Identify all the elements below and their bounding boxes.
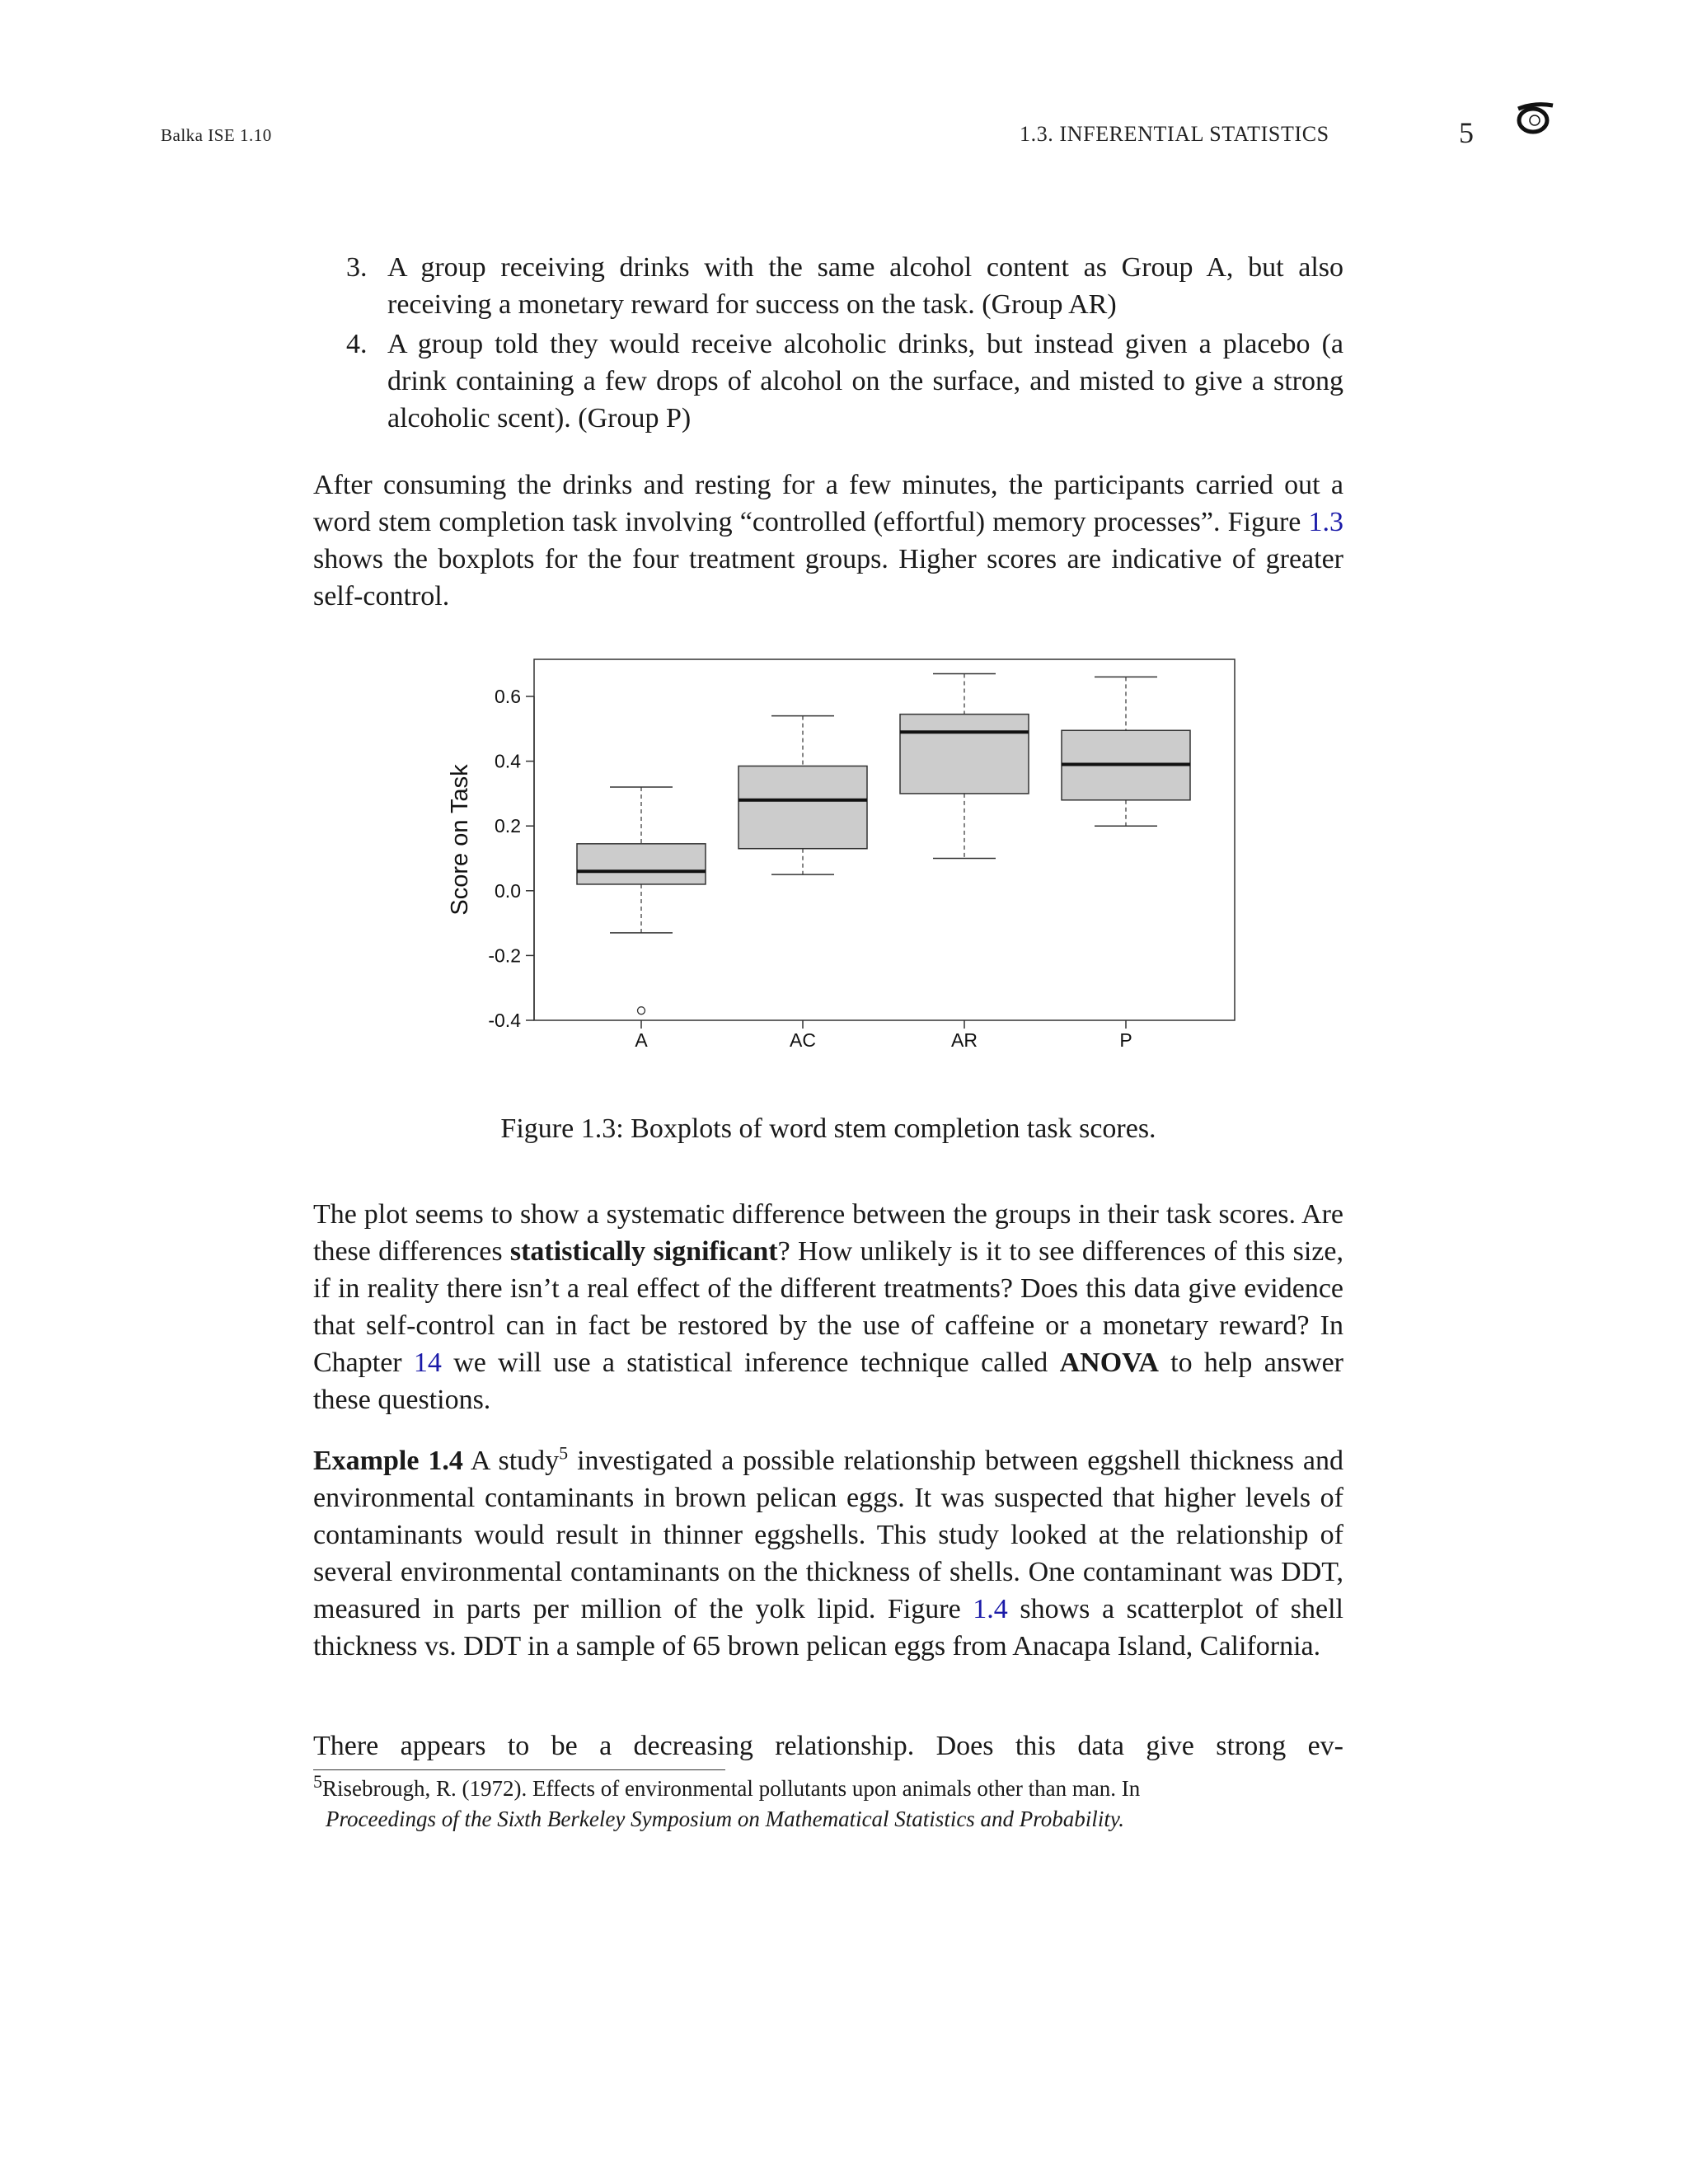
paragraph [313,1196,1343,1418]
paragraph-text: investigated a possible relationship between eggshell thickness and environmental contaminants in brown pelican eggs. It was suspected that higher levels of contaminants would result in thinner eggshells. This study looked at the relationship of several environmental contaminants on the thickness of shells. One contaminant was DDT, measured in parts per million of the yolk lipid. Figure [313,1446,1343,1624]
x-tick-label: AR [951,1029,978,1051]
y-tick-label: 0.4 [495,750,521,772]
paragraph-text: ? How unlikely is it to see differences of this size, if in reality there isn’t a real effect of the different treatments? Does this data give evidence that self-control can in fact be restored by the use of caffeine or a monetary reward? In Chapter [313,1236,1343,1378]
list-item [346,326,1343,437]
footnote-rule [313,1769,725,1770]
page-number: 5 [1459,116,1474,149]
paragraph [313,466,1343,615]
paragraph: There appears to be a decreasing relationship. Does this data give strong ev- [313,1731,1343,1761]
paragraph-text: After consuming the drinks and resting for a few minutes, the participants carried out a word stem completion task involving “controlled (effortful) memory processes”. Figure [313,470,1343,537]
list-item-text: A group receiving drinks with the same alcohol content as Group A, but also receiving a monetary reward for success on the task. (Group AR) [387,252,1343,320]
paragraph-text: to help answer these questions. [313,1347,1343,1415]
y-tick-label: -0.2 [488,944,521,967]
y-tick-label: -0.4 [488,1010,521,1031]
x-tick-label: A [635,1029,648,1051]
list-item [346,249,1343,323]
list-item-text: A group told they would receive alcoholic drinks, but instead given a placebo (a drink containing a few drops of alcohol on the surface, and misted to give a strong alcoholic scent). (Group P) [387,329,1343,434]
y-axis-label: Score on Task [447,764,473,916]
paragraph-text: shows a scatterplot of shell thickness vs. DDT in a sample of 65 brown pelican eggs from Anacapa Island, California. [313,1594,1343,1661]
footnote [313,1771,1343,1835]
footnote-number: 5 [313,1771,322,1792]
chapter-ref-link[interactable]: 14 [413,1347,442,1378]
box-A [577,844,706,884]
paragraph-text: A study [462,1446,560,1476]
footnote-marker[interactable]: 5 [559,1442,569,1464]
y-tick-label: 0.2 [495,815,521,837]
outlier-point [638,1007,645,1015]
running-header-left: Balka ISE 1.10 [161,125,272,145]
y-tick-label: 0.6 [495,686,521,707]
plot-area [488,673,1190,1051]
paragraph-text: we will use a statistical inference technique called [441,1347,1060,1378]
boxplot-figure [437,643,1245,1071]
x-tick-label: P [1119,1029,1132,1051]
example-paragraph [313,1442,1343,1665]
bold-term: ANOVA [1059,1347,1159,1378]
plot-frame [534,659,1235,1020]
paragraph-text: shows the boxplots for the four treatment groups. Higher scores are indicative of greater self-control. [313,544,1343,612]
figure-ref-link[interactable]: 1.3 [1308,507,1343,537]
publisher-logo-icon [1510,97,1559,138]
figure-ref-link[interactable]: 1.4 [973,1594,1008,1624]
box-AC [738,766,867,848]
x-tick-label: AC [790,1029,816,1051]
running-header-section: 1.3. INFERENTIAL STATISTICS [1020,122,1329,146]
figure-caption: Figure 1.3: Boxplots of word stem completion task scores. [500,1113,1156,1144]
list-item-number: 3. [346,252,368,283]
footnote-text: Proceedings of the Sixth Berkeley Symposium on Mathematical Statistics and Probability. [326,1807,1125,1831]
list-item-number: 4. [346,329,368,359]
y-tick-label: 0.0 [495,879,521,902]
paragraph-text: The plot seems to show a systematic difference between the groups in their task scores. Are these differences [313,1199,1343,1267]
box-AR [900,715,1029,794]
example-label: Example 1.4 [313,1446,463,1476]
footnote-text: Risebrough, R. (1972). Effects of environmental pollutants upon animals other than man. In [322,1776,1141,1801]
bold-term: statistically significant [509,1236,778,1267]
